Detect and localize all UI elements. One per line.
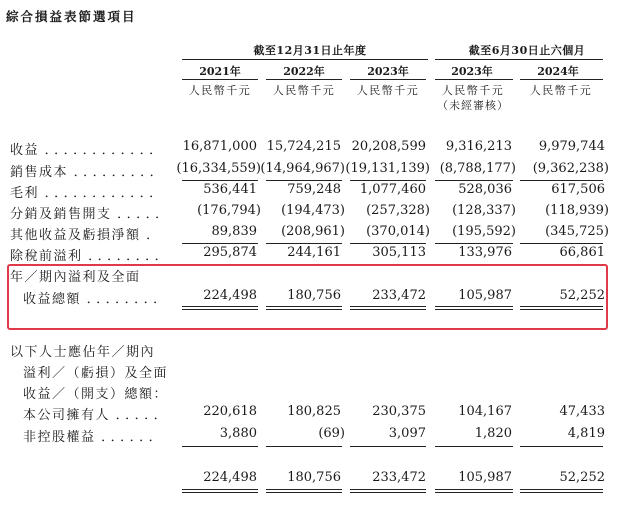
cell: (9,362,238) xyxy=(532,161,609,176)
table-row xyxy=(0,404,623,424)
subtotal-rule xyxy=(350,180,426,181)
cell: 16,871,000 xyxy=(182,139,257,154)
cell: 617,506 xyxy=(551,182,605,197)
year-header: 2023年 xyxy=(451,65,493,78)
cell: (176,794) xyxy=(197,203,261,218)
subtotal-rule xyxy=(350,446,426,447)
cell: 528,036 xyxy=(458,182,512,197)
row-label: 毛利 ．．．．．．．．．．．． xyxy=(10,186,166,201)
table-row xyxy=(0,161,623,181)
cell: 104,167 xyxy=(458,404,512,419)
attributable-heading-line2 xyxy=(0,362,623,382)
double-rule xyxy=(435,489,513,493)
cell: 9,316,213 xyxy=(445,139,512,154)
subtotal-rule xyxy=(435,446,513,447)
row-label: 分銷及銷售開支 ．．．．． xyxy=(10,207,172,222)
subtotal-rule xyxy=(266,180,342,181)
cell: 1,820 xyxy=(474,426,512,441)
table-row xyxy=(0,203,623,223)
cell: 89,839 xyxy=(211,224,257,239)
row-label: 年／期內溢利及全面 xyxy=(10,270,141,285)
year-rule xyxy=(182,79,258,80)
year-header: 2022年 xyxy=(283,65,325,78)
double-rule xyxy=(520,306,603,310)
row-label: 溢利／（虧損）及全面 xyxy=(23,366,169,381)
cell: 105,987 xyxy=(458,470,512,485)
cell: (16,334,559) xyxy=(176,161,261,176)
cell: 220,618 xyxy=(203,404,257,419)
attributable-heading-line3 xyxy=(0,383,623,403)
header-halfyear-group-rule xyxy=(435,59,603,60)
cell: (195,592) xyxy=(452,224,516,239)
row-label: 收益／（開支）總額： xyxy=(23,387,169,402)
subtotal-rule xyxy=(266,243,342,244)
cell: 224,498 xyxy=(203,470,257,485)
double-rule xyxy=(435,306,513,310)
year-rule xyxy=(520,79,603,80)
header-year-group-rule xyxy=(182,59,428,60)
subtotal-rule xyxy=(182,243,258,244)
subtotal-rule xyxy=(435,180,513,181)
unit-header: 人民幣千元 xyxy=(356,84,420,97)
cell: 15,724,215 xyxy=(266,139,341,154)
cell: (19,131,139) xyxy=(345,161,430,176)
cell: 233,472 xyxy=(372,288,426,303)
double-rule xyxy=(266,306,342,310)
unit-header: 人民幣千元 xyxy=(441,84,505,97)
subtotal-rule xyxy=(520,180,603,181)
double-rule xyxy=(350,489,426,493)
cell: 295,874 xyxy=(203,245,257,260)
cell: 9,979,744 xyxy=(538,139,605,154)
cell: (208,961) xyxy=(281,224,345,239)
subtotal-rule xyxy=(520,243,603,244)
year-header: 2024年 xyxy=(537,65,579,78)
row-label: 收益 ．．．．．．．．．．．． xyxy=(10,143,166,158)
row-label: 除稅前溢利 ．．．．．．．． xyxy=(10,249,171,264)
row-label: 非控股權益 ．．．．．． xyxy=(23,430,165,445)
table-row xyxy=(0,139,623,159)
cell: 52,252 xyxy=(559,288,605,303)
double-rule xyxy=(182,306,258,310)
subtotal-rule xyxy=(350,243,426,244)
cell: 66,861 xyxy=(559,245,605,260)
table-row xyxy=(0,426,623,446)
cell: (194,473) xyxy=(281,203,345,218)
cell: (257,328) xyxy=(366,203,430,218)
table-row-total-comprehensive xyxy=(0,288,623,308)
row-label: 收益總額 ．．．．．．．． xyxy=(23,292,170,307)
year-rule xyxy=(266,79,342,80)
cell: 230,375 xyxy=(372,404,426,419)
cell: 4,819 xyxy=(567,426,605,441)
cell: 180,756 xyxy=(287,470,341,485)
subtotal-rule xyxy=(435,243,513,244)
cell: 233,472 xyxy=(372,470,426,485)
cell: 133,976 xyxy=(458,245,512,260)
double-rule xyxy=(350,306,426,310)
double-rule xyxy=(520,489,603,493)
cell: (345,725) xyxy=(545,224,609,239)
cell: 47,433 xyxy=(559,404,605,419)
cell: 180,756 xyxy=(287,288,341,303)
cell: 105,987 xyxy=(458,288,512,303)
cell: (370,014) xyxy=(366,224,430,239)
cell: (8,788,177) xyxy=(439,161,516,176)
year-header: 2021年 xyxy=(199,65,241,78)
header-year-group: 截至12月31日止年度 xyxy=(253,44,367,57)
subtotal-rule xyxy=(266,446,342,447)
cell: (14,964,967) xyxy=(260,161,345,176)
header-halfyear-group: 截至6月30日止六個月 xyxy=(468,44,586,57)
double-rule xyxy=(182,489,258,493)
cell: 536,441 xyxy=(203,182,257,197)
table-row-total xyxy=(0,470,623,490)
row-label: 其他收益及虧損淨額 ． xyxy=(10,228,163,243)
table-row xyxy=(0,224,623,244)
total-comprehensive-label-line1 xyxy=(0,266,623,286)
year-header: 2023年 xyxy=(367,65,409,78)
unit-header: 人民幣千元 xyxy=(188,84,252,97)
cell: (128,337) xyxy=(452,203,516,218)
row-label: 以下人士應佔年／期內 xyxy=(10,345,156,360)
cell: 1,077,460 xyxy=(359,182,426,197)
year-rule xyxy=(435,79,513,80)
cell: 180,825 xyxy=(287,404,341,419)
row-label: 銷售成本 ．．．．．．．．． xyxy=(10,165,166,180)
attributable-heading-line1 xyxy=(0,341,623,361)
table-row xyxy=(0,182,623,202)
cell: 20,208,599 xyxy=(351,139,426,154)
unaudited-note: （未經審核） xyxy=(437,99,509,112)
cell: 244,161 xyxy=(287,245,341,260)
unit-header: 人民幣千元 xyxy=(272,84,336,97)
subtotal-rule xyxy=(182,446,258,447)
year-rule xyxy=(350,79,426,80)
section-title: 綜合損益表節選項目 xyxy=(6,9,137,24)
cell: 305,113 xyxy=(372,245,426,260)
cell: 3,880 xyxy=(219,426,257,441)
cell: 52,252 xyxy=(559,470,605,485)
table-row xyxy=(0,245,623,265)
cell: 3,097 xyxy=(388,426,426,441)
unit-header: 人民幣千元 xyxy=(529,84,593,97)
cell: (69) xyxy=(318,426,345,441)
subtotal-rule xyxy=(182,180,258,181)
cell: 224,498 xyxy=(203,288,257,303)
cell: (118,939) xyxy=(545,203,609,218)
cell: 759,248 xyxy=(287,182,341,197)
subtotal-rule xyxy=(520,446,603,447)
row-label: 本公司擁有人 ．．．．． xyxy=(23,408,170,423)
double-rule xyxy=(266,489,342,493)
